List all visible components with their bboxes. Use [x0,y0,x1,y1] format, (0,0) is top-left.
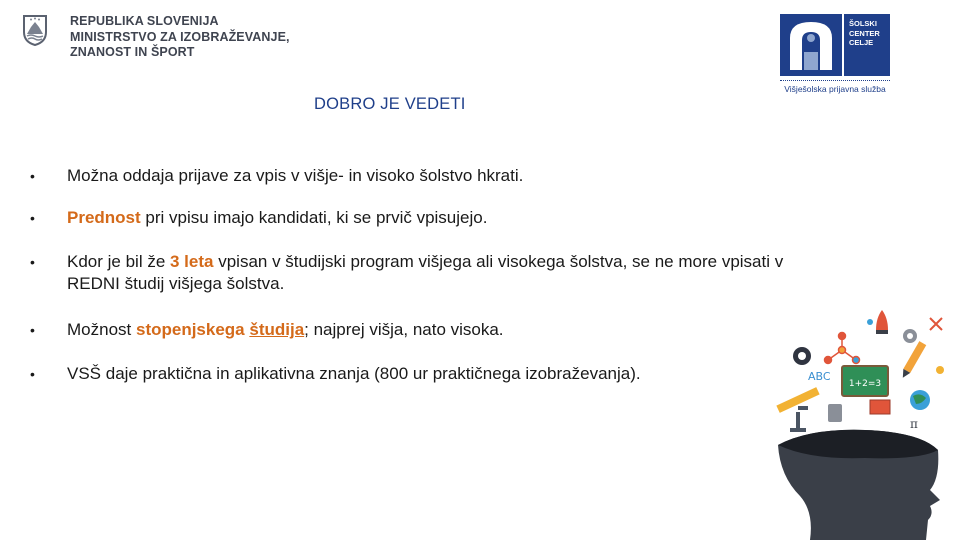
scissors-icon [930,318,942,330]
bullet-text: Možna oddaja prijave za vpis v višje- in visoko šolstvo hkrati. [67,166,524,185]
bullet-text-after: ; najprej višja, nato visoka. [304,320,504,339]
bullet-text-before: Možnost [67,320,136,339]
ministry-line-2: MINISTRSTVO ZA IZOBRAŽEVANJE, [70,29,290,44]
molecule-icon [825,333,860,364]
list-item [30,165,523,187]
highlight-text: 3 leta [170,252,214,271]
gear-icon [903,329,917,343]
microscope-icon [790,406,808,432]
school-logo [780,14,892,94]
school-name-line-2: CENTER [849,28,880,38]
school-subtitle: Višješolska prijavna služba [784,84,886,94]
rocket-icon [876,310,888,334]
school-name-line-1: ŠOLSKI [849,19,877,28]
school-name-line-3: CELJE [849,38,874,47]
ministry-line-3: ZNANOST IN ŠPORT [70,45,195,59]
bullet-text-rest: pri vpisu imajo kandidati, ki se prvič vpisujejo. [140,208,488,227]
page-title: DOBRO JE VEDETI [314,95,466,113]
pencil-icon [899,341,926,380]
school-emblem-icon [780,14,842,76]
ministry-name [70,14,290,61]
bullet-text [67,251,800,295]
bullet-text: VSŠ daje praktična in aplikativna znanja (800 ur praktičnega izobraževanja). [67,364,641,383]
bullet-text [67,207,487,229]
highlight-text: stopenjskega [135,320,250,339]
ministry-line-1: REPUBLIKA SLOVENIJA [70,14,219,28]
slovenia-crest-icon [22,14,48,46]
logo-divider [780,80,890,81]
book-icon [870,400,890,414]
bullet-text-before: Kdor je bil že [67,252,170,271]
highlight-underlined-text: študija [249,320,305,339]
list-item [30,363,641,385]
pi-symbol: π [910,417,918,431]
chalkboard-icon [842,366,888,396]
bullet-marker: • [30,254,35,270]
bullet-text [67,319,504,341]
gear-icon [793,347,811,365]
ministry-header [22,14,290,61]
abc-text: ABC [808,370,831,383]
list-item [30,207,487,229]
highlight-text: Prednost [67,208,141,227]
education-head-illustration [770,300,960,540]
list-item [30,251,800,295]
bullet-marker: • [30,366,35,382]
bullet-text-after: vpisan v študijski program višjega ali visokega šolstva, se ne more vpisati v REDNI študij višjega šolstva. [67,252,784,293]
bullet-marker: • [30,322,35,338]
bullet-marker: • [30,168,35,184]
board-text: 1+2=3 [848,379,882,389]
calculator-icon [828,404,842,422]
school-name [844,14,890,76]
paint-dot-icon [867,319,873,325]
paint-dot-icon [936,366,944,374]
globe-icon [910,390,930,410]
bullet-marker: • [30,210,35,226]
list-item [30,319,504,341]
